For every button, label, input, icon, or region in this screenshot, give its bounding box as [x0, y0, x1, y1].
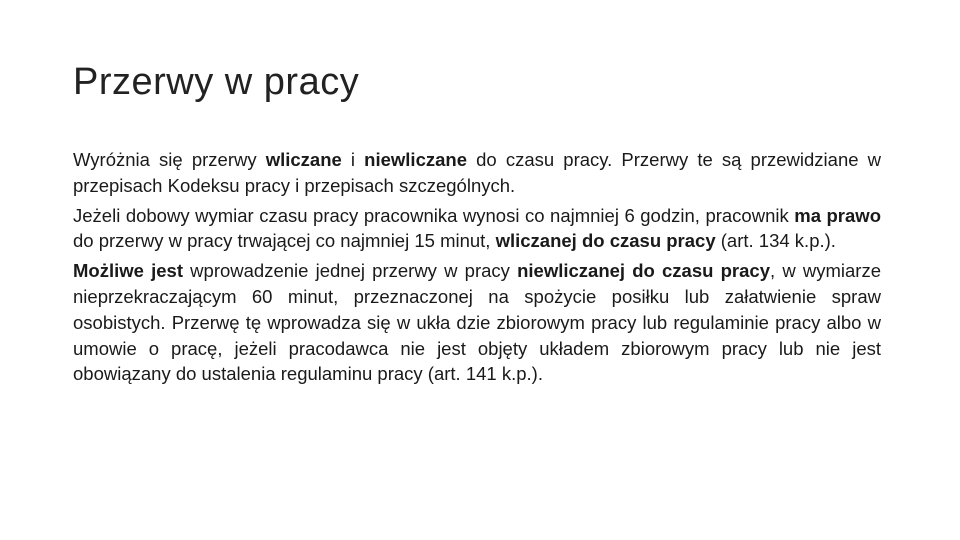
text-segment: do czasu pracy. Przerwy te są przewidziane w przepisach Kodeksu pracy i przepisach szczególnych.: [73, 149, 882, 196]
text-segment: , w wymiarze nieprzekraczającym 60 minut, przeznaczonej na spożycie posiłku lub załatwienie spraw osobistych. Przerwę tę wprowadza się w ukła dzie zbiorowym pracy lub regulaminie pracy albo w umowie o pracę, jeżeli pracodawca nie jest objęty układem zbiorowym pracy lub nie jest obowiązany do ustalenia regulaminu pracy (art. 141 k.p.).: [73, 260, 881, 385]
paragraph-breaks-types: [73, 147, 881, 199]
text-segment: Wyróżnia się przerwy: [73, 149, 266, 170]
bold-segment: ma prawo: [794, 204, 881, 226]
text-segment: Jeżeli dobowy wymiar czasu pracy pracownika wynosi co najmniej 6 godzin, pracownik: [73, 204, 795, 226]
text-segment: wprowadzenie jednej przerwy w pracy: [182, 260, 518, 282]
bold-segment: niewliczanej do czasu pracy: [517, 260, 770, 282]
slide-title: Przerwy w pracy: [73, 61, 360, 103]
bold-segment: wliczanej do czasu pracy: [495, 230, 716, 252]
paragraph-paid-break: [73, 203, 881, 255]
text-segment: i: [341, 149, 365, 170]
bold-segment: niewliczane: [364, 149, 467, 170]
bold-segment: wliczane: [265, 149, 342, 170]
text-segment: (art. 134 k.p.).: [715, 230, 836, 252]
text-segment: do przerwy w pracy trwającej co najmniej 15 minut,: [73, 230, 496, 252]
slide-body: [73, 147, 881, 391]
paragraph-unpaid-break: [73, 258, 881, 387]
bold-segment: Możliwe jest: [73, 260, 183, 282]
